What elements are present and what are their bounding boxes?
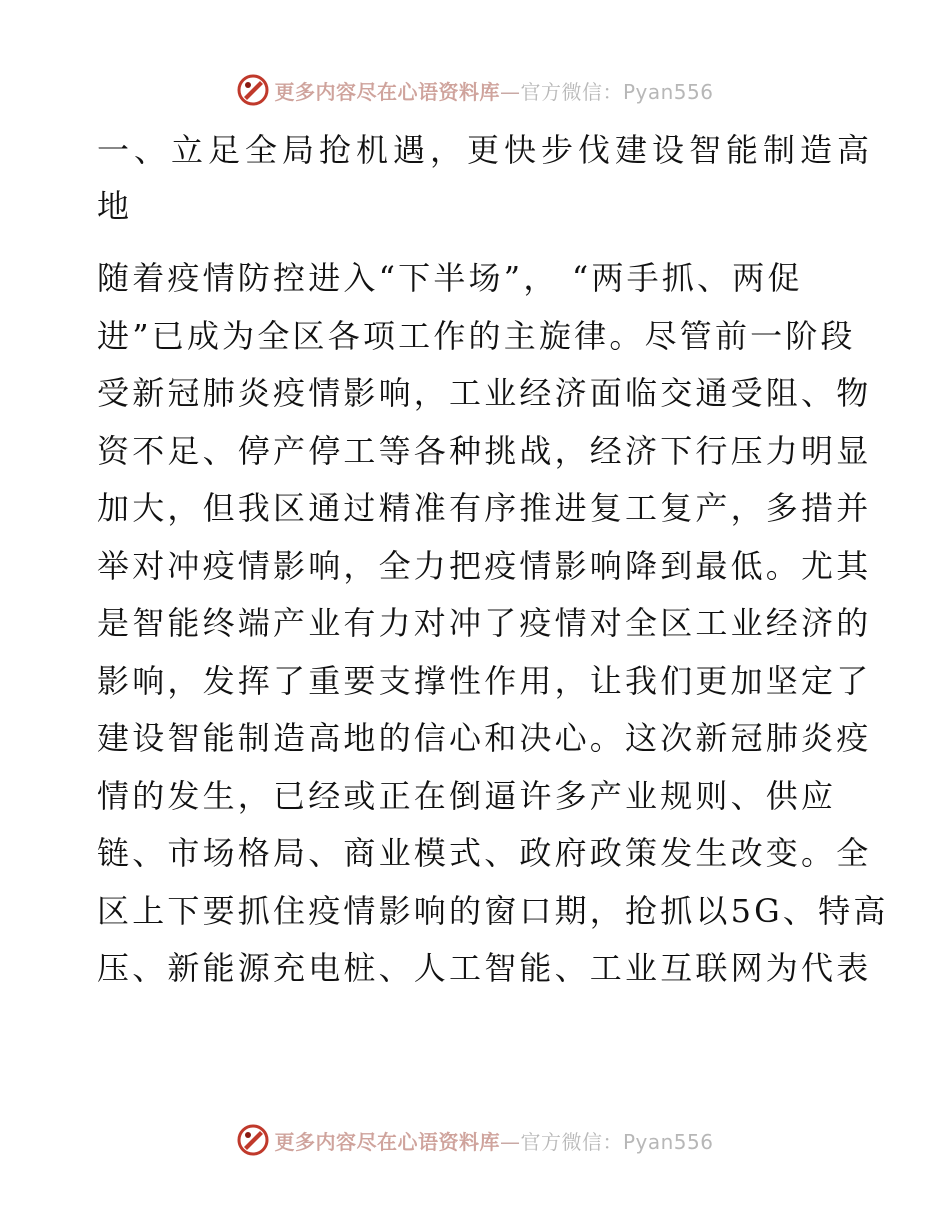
document-body (97, 122, 889, 998)
logo-icon (236, 73, 270, 107)
watermark-brand: 更多内容尽在心语资料库 (274, 79, 500, 104)
heading-line: 一、立足全局抢机遇，更快步伐建设智能制造高 (97, 131, 875, 169)
watermark-separator: — (499, 1129, 521, 1154)
paragraph-line: 加大，但我区通过精准有序推进复工复产，多措并 (97, 489, 872, 527)
paragraph-line: 受新冠肺炎疫情影响，工业经济面临交通受阻、物 (97, 374, 872, 412)
watermark-contact: 官方微信：Pyan556 (520, 1129, 714, 1154)
paragraph-line: 举对冲疫情影响，全力把疫情影响降到最低。尤其 (97, 546, 872, 585)
paragraph-line: 影响，发挥了重要支撑性作用，让我们更加坚定了 (97, 661, 872, 700)
paragraph-line: 建设智能制造高地的信心和决心。这次新冠肺炎疫 (97, 719, 872, 757)
watermark-text (274, 76, 713, 105)
section-heading (97, 122, 875, 234)
header-watermark (0, 70, 950, 110)
paragraph-line: 进”已成为全区各项工作的主旋律。尽管前一阶段 (97, 316, 856, 355)
heading-line: 地 (97, 187, 135, 225)
paragraph-line: 区上下要抓住疫情影响的窗口期，抢抓以5G、特高 (97, 891, 889, 930)
watermark-separator: — (499, 79, 521, 104)
paragraph-line: 情的发生，已经或正在倒逼许多产业规则、供应 (97, 776, 837, 815)
footer-watermark (0, 1120, 950, 1160)
logo-icon (236, 1123, 270, 1157)
paragraph-line: 压、新能源充电桩、人工智能、工业互联网为代表 (97, 949, 872, 987)
watermark-contact: 官方微信：Pyan556 (520, 79, 714, 104)
watermark-text (274, 1126, 713, 1155)
paragraph-line: 随着疫情防控进入“下半场”， “两手抓、两促 (97, 259, 803, 297)
watermark-brand: 更多内容尽在心语资料库 (274, 1129, 500, 1154)
paragraph-line: 是智能终端产业有力对冲了疫情对全区工业经济的 (97, 604, 872, 642)
paragraph-line: 链、市场格局、商业模式、政府政策发生改变。全 (97, 834, 872, 872)
paragraph (97, 250, 889, 998)
paragraph-line: 资不足、停产停工等各种挑战，经济下行压力明显 (97, 431, 872, 470)
